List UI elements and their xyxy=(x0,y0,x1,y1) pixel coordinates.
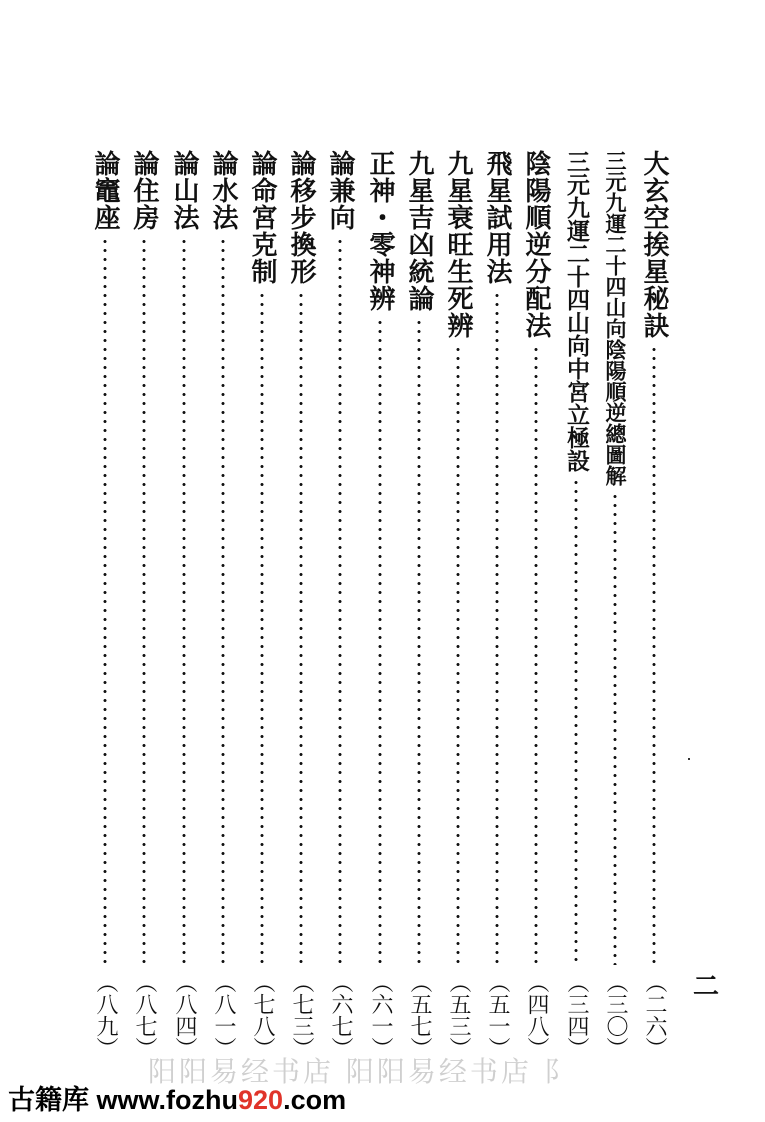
toc-entry-page: （五三） xyxy=(446,971,471,1059)
toc-entry-page: （五七） xyxy=(407,971,432,1059)
toc-entry xyxy=(402,150,436,1059)
toc-entry xyxy=(598,150,632,1059)
toc-entry xyxy=(519,150,553,1059)
dot-leader xyxy=(378,318,382,965)
dot-leader xyxy=(495,291,499,965)
dot-leader xyxy=(338,237,342,965)
toc-entry-title: 論兼向 xyxy=(325,150,355,231)
dot-leader xyxy=(652,345,656,965)
toc-entry xyxy=(441,150,475,1059)
source-url-suffix: .com xyxy=(283,1085,347,1115)
source-url-accent: 920 xyxy=(238,1085,284,1115)
toc-entry-title: 論竈座 xyxy=(90,150,120,231)
dot-leader xyxy=(299,291,303,965)
dot-leader xyxy=(103,237,107,965)
toc-entry-page: （六七） xyxy=(328,971,353,1059)
source-site-name: 古籍库 xyxy=(8,1085,89,1115)
dot-leader xyxy=(221,237,225,965)
dot-leader xyxy=(260,291,264,965)
toc-entry-page: （二六） xyxy=(642,971,667,1059)
toc-entry xyxy=(88,150,122,1059)
dot-leader xyxy=(182,237,186,965)
toc-entry-page: （三四） xyxy=(564,971,589,1059)
dot-leader xyxy=(574,478,578,965)
toc-entry-title: 論山法 xyxy=(169,150,199,231)
toc-entry-title: 論移步換形 xyxy=(286,150,316,285)
dot-leader xyxy=(613,492,617,965)
toc-entry xyxy=(637,150,671,1059)
toc-entry-page: （八九） xyxy=(93,971,118,1059)
dot-leader xyxy=(142,237,146,965)
toc-entry xyxy=(206,150,240,1059)
toc-entry-page: （八四） xyxy=(172,971,197,1059)
dot-leader xyxy=(534,345,538,965)
toc-entry-page: （五一） xyxy=(485,971,510,1059)
toc-entry-page: （七三） xyxy=(289,971,314,1059)
toc-entry xyxy=(363,150,397,1059)
source-url-prefix: www.fozhu xyxy=(96,1085,238,1115)
toc-entry-page: （七八） xyxy=(250,971,275,1059)
toc-entry xyxy=(284,150,318,1059)
toc-entry-page: （四八） xyxy=(524,971,549,1059)
toc-entry xyxy=(245,150,279,1059)
source-watermark xyxy=(8,1078,346,1117)
page-speck xyxy=(688,758,690,760)
toc-entry xyxy=(559,150,593,1059)
toc-entry-title: 論命宮克制 xyxy=(247,150,277,285)
toc-entry-page: （八七） xyxy=(132,971,157,1059)
toc-entry-page: （六一） xyxy=(368,971,393,1059)
dot-leader xyxy=(417,318,421,965)
toc-entry xyxy=(323,150,357,1059)
toc-entry-page: （三〇） xyxy=(603,971,628,1059)
toc-entry-page: （八一） xyxy=(211,971,236,1059)
toc-entry xyxy=(127,150,161,1059)
toc-entry-title: 論水法 xyxy=(208,150,238,231)
dot-leader xyxy=(456,345,460,965)
toc-entry-title: 大玄空挨星秘訣 xyxy=(639,150,669,339)
toc-entry-title: 論住房 xyxy=(129,150,159,231)
toc-entry-title: 飛星試用法 xyxy=(482,150,512,285)
page-number: 二 xyxy=(693,972,720,1002)
toc-entry-title: 九星衰旺生死辨 xyxy=(443,150,473,339)
toc-entry-title: 正神・零神辨 xyxy=(365,150,395,312)
toc-entry xyxy=(480,150,514,1059)
toc-entry-title: 三元九運二十四山向中宮立極設 xyxy=(563,150,590,472)
toc-entry-title: 三元九運二十四山向陰陽順逆總圖解 xyxy=(603,150,628,486)
toc-entry-title: 陰陽順逆分配法 xyxy=(521,150,551,339)
toc-entry-title: 九星吉凶統論 xyxy=(404,150,434,312)
watermark: 阳阳易经书店 阳阳易经书店 阝 xyxy=(148,1055,575,1088)
toc-entry xyxy=(167,150,201,1059)
